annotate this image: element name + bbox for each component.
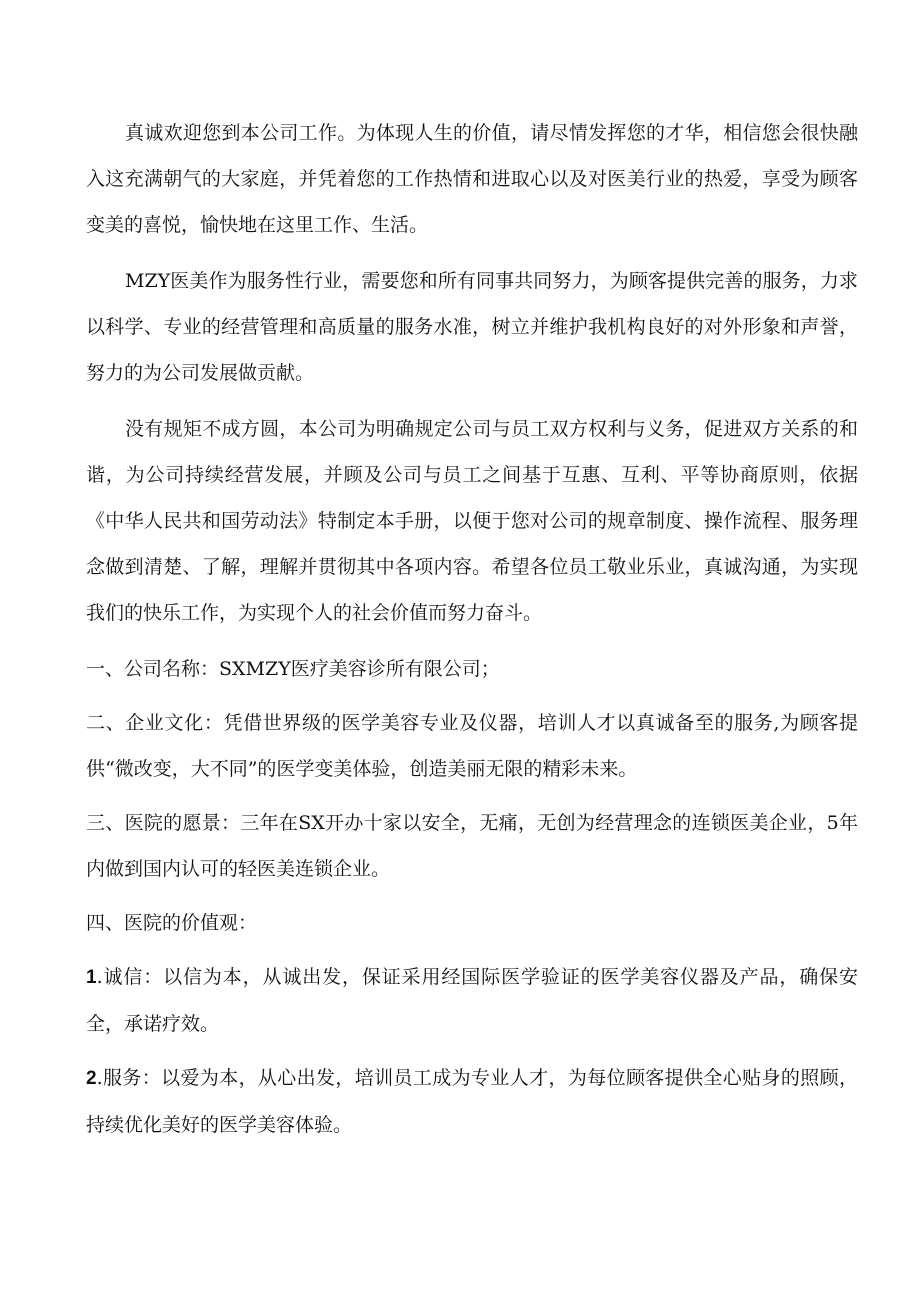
value-item-number: 1	[86, 967, 97, 988]
culture-item: 二、企业文化：凭借世界级的医学美容专业及仪器，培训人才以真诚备至的服务,为顾客提供“微改变，大不同”的医学变美体验，创造美丽无限的精彩未来。	[86, 712, 858, 780]
vision-item: 三、医院的愿景：三年在SX开办十家以安全，无痛，无创为经营理念的连锁医美企业，5年内做到国内认可的轻医美连锁企业。	[86, 812, 858, 880]
value-item-integrity	[86, 954, 858, 1047]
company-name-item: 一、公司名称：SXMZY医疗美容诊所有限公司；	[86, 658, 500, 680]
service-paragraph: MZY医美作为服务性行业，需要您和所有同事共同努力，为顾客提供完善的服务，力求以科学、专业的经营管理和高质量的服务水准，树立并维护我机构良好的对外形象和声誉，努力的为公司发展做贡献。	[86, 270, 858, 384]
document-body	[86, 110, 858, 1156]
value-item-text: .服务：以爱为本，从心出发，培训员工成为专业人才，为每位顾客提供全心贴身的照顾，持续优化美好的医学美容体验。	[86, 1067, 858, 1136]
value-item-service	[86, 1055, 858, 1148]
welcome-paragraph: 真诚欢迎您到本公司工作。为体现人生的价值，请尽情发挥您的才华，相信您会很快融入这充满朝气的大家庭，并凭着您的工作热情和进取心以及对医美行业的热爱，享受为顾客变美的喜悦，愉快地在这里工作、生活。	[86, 122, 858, 236]
value-item-number: 2	[86, 1068, 97, 1089]
values-heading: 四、医院的价值观：	[86, 912, 258, 934]
value-item-text: .诚信：以信为本，从诚出发，保证采用经国际医学验证的医学美容仪器及产品，确保安全，承诺疗效。	[86, 966, 858, 1035]
rules-paragraph: 没有规矩不成方圆，本公司为明确规定公司与员工双方权利与义务，促进双方关系的和谐，为公司持续经营发展，并顾及公司与员工之间基于互惠、互利、平等协商原则，依据《中华人民共和国劳动法》特制定本手册，以便于您对公司的规章制度、操作流程、服务理念做到清楚、了解，理解并贯彻其中各项内容。希望各位员工敬业乐业，真诚沟通，为实现我们的快乐工作，为实现个人的社会价值而努力奋斗。	[86, 418, 858, 624]
